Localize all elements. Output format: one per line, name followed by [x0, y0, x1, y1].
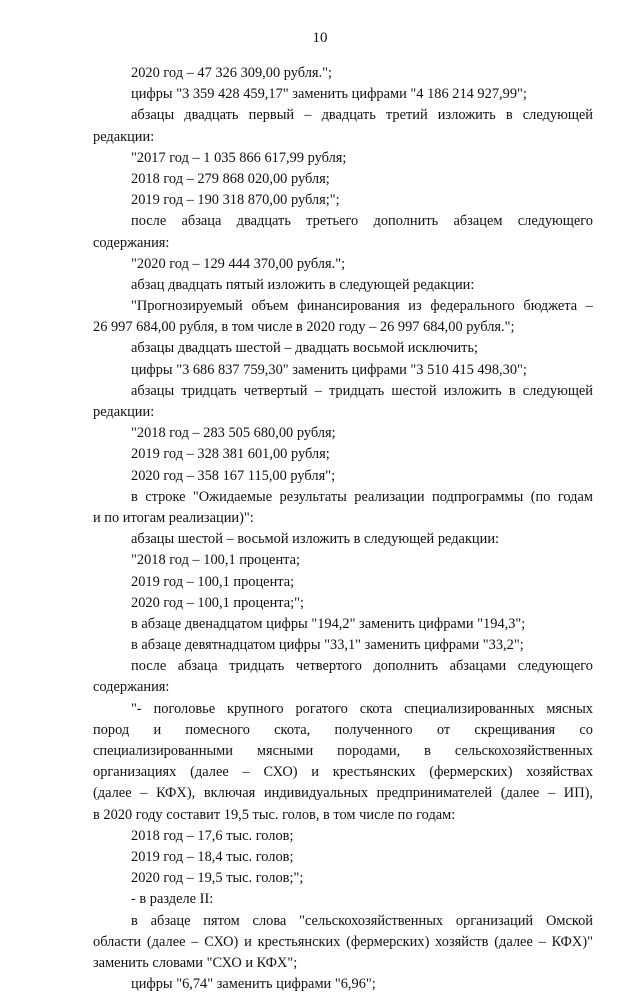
text-line: после абзаца тридцать четвертого дополнить абзацами следующего — [131, 658, 593, 675]
text-line: в строке "Ожидаемые результаты реализации подпрограммы (по годам — [131, 488, 593, 505]
text-line: 2019 год – 100,1 процента; — [131, 573, 295, 590]
text-line: редакции: — [93, 404, 155, 420]
text-line: абзацы двадцать шестой – двадцать восьмой исключить; — [131, 340, 479, 357]
document-body — [93, 63, 593, 995]
text-line: "2020 год – 129 444 370,00 рубля."; — [131, 255, 346, 272]
text-line: цифры "3 359 428 459,17" заменить цифрами "4 186 214 927,99"; — [131, 86, 527, 103]
text-line: 2018 год – 17,6 тыс. голов; — [131, 827, 294, 844]
text-line: 26 997 684,00 рубля, в том числе в 2020 году – 26 997 684,00 рубля."; — [93, 319, 515, 336]
text-line: 2020 год – 358 167 115,00 рубля"; — [131, 467, 336, 484]
text-line: цифры "6,74" заменить цифрами "6,96"; — [131, 976, 376, 993]
text-line: специализированными мясными породами, в сельскохозяйственных — [93, 743, 593, 759]
text-line: "2018 год – 100,1 процента; — [131, 552, 300, 569]
text-line: области (далее – СХО) и крестьянских (фермерских) хозяйств (далее – КФХ)" — [93, 933, 593, 950]
text-line: организациях (далее – СХО) и крестьянских (фермерских) хозяйствах — [93, 764, 593, 781]
text-line: заменить словами "СХО и КФХ"; — [93, 954, 298, 971]
text-line: абзацы тридцать четвертый – тридцать шестой изложить в следующей — [131, 382, 593, 399]
text-line: 2020 год – 47 326 309,00 рубля."; — [131, 65, 333, 81]
text-line: 2019 год – 18,4 тыс. голов; — [131, 848, 294, 865]
text-line: 2019 год – 328 381 601,00 рубля; — [131, 446, 330, 463]
text-line: 2018 год – 279 868 020,00 рубля; — [131, 170, 330, 187]
text-line: 2019 год – 190 318 870,00 рубля;"; — [131, 192, 340, 209]
text-line: - в разделе II: — [131, 891, 214, 908]
text-line: "2017 год – 1 035 866 617,99 рубля; — [131, 149, 347, 166]
text-line: и по итогам реализации)": — [93, 509, 254, 526]
text-line: абзац двадцать пятый изложить в следующей редакции: — [131, 276, 475, 293]
text-line: после абзаца двадцать третьего дополнить абзацем следующего — [131, 213, 593, 230]
text-line: "Прогнозируемый объем финансирования из федерального бюджета – — [131, 298, 593, 315]
text-line: пород и помесного скота, полученного от скрещивания со — [93, 721, 593, 738]
text-line: содержания: — [93, 234, 170, 251]
text-line: 2020 год – 19,5 тыс. голов;"; — [131, 870, 304, 887]
text-line: содержания: — [93, 679, 170, 696]
page-number: 10 — [312, 30, 328, 46]
text-line: 2020 год – 100,1 процента;"; — [131, 594, 304, 611]
text-line: редакции: — [93, 128, 155, 145]
text-line: в 2020 году составит 19,5 тыс. голов, в том числе по годам: — [93, 806, 456, 823]
text-line: в абзаце девятнадцатом цифры "33,1" заменить цифрами "33,2"; — [131, 637, 524, 654]
text-line: "2018 год – 283 505 680,00 рубля; — [131, 425, 336, 442]
text-line: абзацы шестой – восьмой изложить в следующей редакции: — [131, 531, 500, 548]
text-line: цифры "3 686 837 759,30" заменить цифрами "3 510 415 498,30"; — [131, 361, 527, 378]
text-line: абзацы двадцать первый – двадцать третий изложить в следующей — [131, 107, 593, 124]
text-line: в абзаце пятом слова "сельскохозяйственных организаций Омской — [131, 912, 593, 929]
text-line: (далее – КФХ), включая индивидуальных предпринимателей (далее – ИП), — [93, 785, 593, 802]
text-line: в абзаце двенадцатом цифры "194,2" заменить цифрами "194,3"; — [131, 615, 526, 632]
text-line: "- поголовье крупного рогатого скота специализированных мясных — [131, 700, 593, 717]
